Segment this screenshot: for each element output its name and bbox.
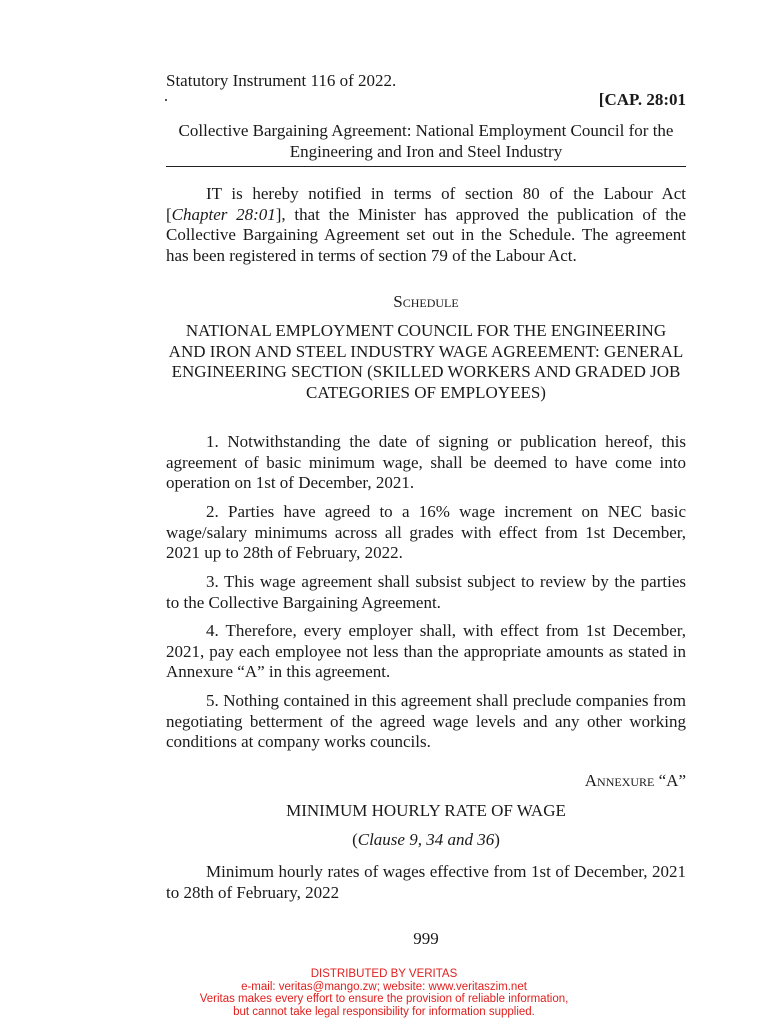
veritas-footer: [0, 968, 768, 1018]
clause-3: 3. This wage agreement shall subsist subject to review by the parties to the Collective Bargaining Agreement.: [166, 572, 686, 612]
clause-reference: (Clause 9, 34 and 36): [352, 830, 500, 849]
intro-part2: ], that the Minister has approved the publication of the Collective Bargaining Agreement set out in the Schedule. The agreement has been registered in terms of section 79 of the Labour Act.: [166, 204, 686, 265]
footer-line-1: DISTRIBUTED BY VERITAS: [310, 968, 458, 980]
intro-part1: IT is hereby notified in terms of section 80 of the Labour Act [: [166, 184, 686, 224]
footer-line-2: e-mail: veritas@mango.zw; website: www.veritaszim.net: [241, 980, 527, 993]
clause-2: 2. Parties have agreed to a 16% wage increment on NEC basic wage/salary minimums across all grades with effect from 1st December, 2021 up to 28th of February, 2022.: [166, 502, 686, 562]
intro-chapter: Chapter 28:01: [171, 204, 276, 224]
annexure-label: Annexure “A”: [584, 771, 686, 790]
page-number: 999: [413, 929, 439, 948]
stray-dot: [165, 99, 167, 101]
intro-paragraph: [166, 184, 686, 266]
clause-4: 4. Therefore, every employer shall, with effect from 1st December, 2021, pay each employee not less than the appropriate amounts as stated in Annexure “A” in this agreement.: [166, 621, 686, 681]
header-rule: [166, 166, 686, 167]
clause-5: 5. Nothing contained in this agreement shall preclude companies from negotiating betterment of the agreed wage levels and any other working conditions at company works councils.: [166, 691, 686, 751]
statutory-instrument-title: Statutory Instrument 116 of 2022.: [166, 71, 397, 90]
schedule-label: Schedule: [393, 292, 459, 311]
effective-dates-paragraph: Minimum hourly rates of wages effective from 1st of December, 2021 to 28th of February, 2022: [166, 862, 686, 902]
schedule-heading: NATIONAL EMPLOYMENT COUNCIL FOR THE ENGINEERING AND IRON AND STEEL INDUSTRY WAGE AGREEMENT: GENERAL ENGINEERING SECTION (SKILLED WORKERS AND GRADED JOB CATEGORIES OF EMPLOYEES): [168, 321, 684, 402]
document-subtitle: Collective Bargaining Agreement: National Employment Council for the Engineering and Iron and Steel Industry: [178, 121, 674, 161]
footer-line-3: Veritas makes every effort to ensure the provision of reliable information,: [199, 993, 569, 1005]
clause-1: 1. Notwithstanding the date of signing or publication hereof, this agreement of basic minimum wage, shall be deemed to have come into operation on 1st of December, 2021.: [166, 432, 686, 492]
cap-reference: [CAP. 28:01: [598, 90, 686, 109]
annexure-heading: MINIMUM HOURLY RATE OF WAGE: [286, 801, 566, 820]
footer-line-4: but cannot take legal responsibility for information supplied.: [233, 1005, 535, 1018]
